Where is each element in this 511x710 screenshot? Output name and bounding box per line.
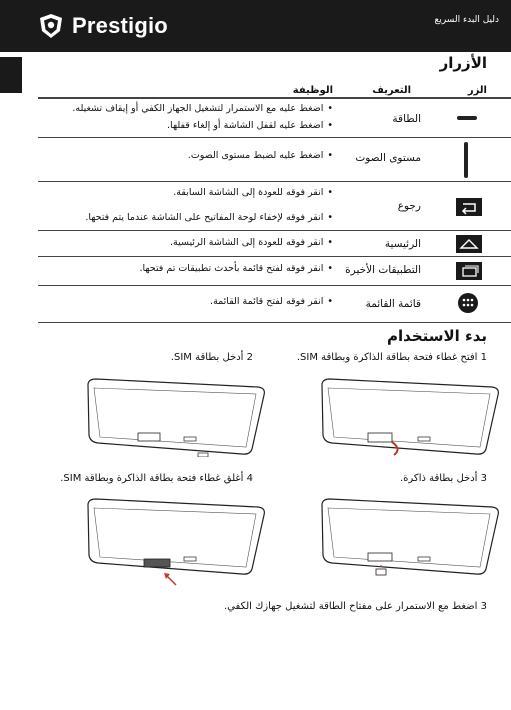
back-icon: [456, 198, 482, 216]
header-bar: [0, 0, 511, 52]
function-text: •انقر فوقه للعودة إلى الشاشة الرئيسية.: [169, 237, 333, 248]
row-divider: [38, 322, 511, 323]
function-text: •انقر فوقه لإخفاء لوحة المفاتيح على الشاشة عندما يتم فتحها.: [85, 212, 333, 223]
tablet-illustration-sim: [80, 375, 270, 457]
column-header-definition: التعريف: [372, 85, 411, 96]
row-divider: [38, 256, 511, 257]
column-header-button: الزر: [467, 85, 487, 96]
power-key-icon: [456, 114, 478, 122]
menu-icon: [457, 292, 479, 314]
button-name: قائمة القائمة: [365, 298, 421, 310]
buttons-section-title: الأزرار: [439, 54, 487, 72]
step-2-text: 2 أدخل بطاقة SIM.: [170, 352, 253, 363]
row-divider: [38, 285, 511, 286]
tablet-illustration-open-cover: [314, 375, 504, 457]
side-tab: [0, 57, 22, 93]
row-divider: [38, 181, 511, 182]
button-name: التطبيقات الأخيرة: [345, 264, 421, 276]
prestigio-shield-icon: [38, 13, 64, 39]
quick-start-label: دليل البدء السريع: [434, 15, 499, 25]
button-name: مستوى الصوت: [355, 152, 421, 164]
home-icon: [456, 235, 482, 253]
column-header-function: الوظيفة: [292, 85, 333, 96]
brand-name: Prestigio: [72, 13, 168, 38]
tablet-illustration-close-cover: [80, 495, 270, 590]
tablet-illustration-memory-card: [314, 495, 504, 590]
button-name: الطاقة: [392, 113, 421, 125]
row-divider: [38, 137, 511, 138]
function-text: •انقر فوقه للعودة إلى الشاشة السابقة.: [173, 187, 333, 198]
row-divider: [38, 230, 511, 231]
step-1-text: 1 افتح غطاء فتحة بطاقة الذاكرة وبطاقة SIM.: [296, 352, 487, 363]
function-text: •انقر فوقه لفتح قائمة بأحدث تطبيقات تم فتحها.: [139, 263, 333, 274]
function-text: •انقر فوقه لفتح قائمة القائمة.: [210, 296, 333, 307]
step-3-text: 3 أدخل بطاقة ذاكرة.: [400, 473, 487, 484]
function-text: •اضغط عليه لقفل الشاشة أو إلغاء قفلها.: [167, 120, 333, 131]
step-4-text: 4 أغلق غطاء فتحة بطاقة الذاكرة وبطاقة SIM.: [60, 473, 253, 484]
recent-apps-icon: [456, 262, 482, 280]
brand-logo: [38, 13, 168, 39]
getting-started-title: بدء الاستخدام: [387, 327, 487, 345]
table-header-divider: [38, 97, 511, 99]
function-text: •اضغط عليه لضبط مستوى الصوت.: [187, 150, 333, 161]
function-text: •اضغط عليه مع الاستمرار لتشغيل الجهاز الكفي أو إيقاف تشغيله.: [72, 103, 333, 114]
step-5-text: 3 اضغط مع الاستمرار على مفتاح الطاقة لتشغيل جهازك الكفي.: [223, 601, 487, 612]
button-name: رجوع: [397, 200, 421, 212]
volume-key-icon: [462, 141, 470, 179]
button-name: الرئيسية: [384, 238, 421, 250]
